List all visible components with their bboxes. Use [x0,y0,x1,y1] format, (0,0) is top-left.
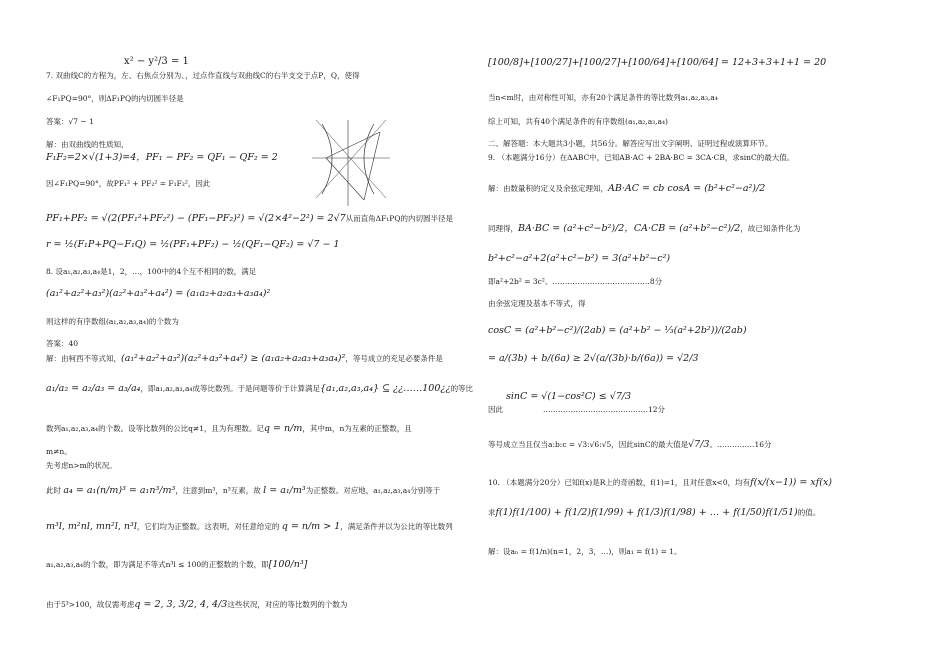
right-angle-eq: 因∠F₁PQ=90°，故PF₁² + PF₂² = F₁F₂²，因此 [46,179,211,188]
symmetry-case: 当n<m时，由对称性可知，亦有20个满足条件的等比数列a₁,a₂,a₃,a₄ [488,93,718,102]
a4-expression-line: 此时 a₄ = a₁(n/m)³ = a₁n³/m³，注意到m³，n³互素，故 l = a₁/m³为正整数。对应地，a₁,a₂,a₃,a₄分别等于 [46,485,441,496]
similar-dot-products-line: 同理得，BA·BC = (a²+c²−b²)/2，CA·CB = (a²+b²−c²)/2，故已知条件化为 [488,223,801,234]
cosC-inequality: = a/(3b) + b/(6a) ≥ 2√(a/(3b)·b/(6a)) = √2/3 [488,353,699,364]
section-2-heading: 二、解答题：本大题共3小题，共56分。解答应写出文字阐明、证明过程或演算环节。 [488,139,773,148]
ratio-definition-line: 数列a₁,a₂,a₃,a₄的个数。设等比数列的公比q≠1，且为有理数。记q = n/m，其中m，n为互素的正整数，且 [46,423,412,434]
case-n-greater-m: 先考虑n>m的状况。 [46,461,117,470]
condition-equation: b²+c²−a²+2(a²+c²−b²) = 3(a²+b²−c²) [488,253,671,264]
problem-8-answer: 答案：40 [46,339,79,348]
cosC-expression: cosC = (a²+b²−c²)/(2ab) = (a²+b² − ⅓(a²+2b²))/(2ab) [488,325,747,336]
problem-8-conclusion: 综上可知，共有40个满足条件的有序数组(a₁,a₂,a₃,a₄) [488,117,668,126]
cosine-law-intro: 由余弦定理及基本不等式，得 [488,299,586,308]
problem-8-statement: 8. 设a₁,a₂,a₃,a₄是1，2，…，100中的4个互不相同的数，满足 [46,267,257,276]
sinC-bound-label: 因此 ……………………………………12分 [488,405,666,414]
sinC-bound-line: sinC = √(1−cos²C) ≤ √7/3 [506,391,632,402]
inradius-eq: r = ½(F₁P+PQ−F₁Q) = ½(PF₁+PF₂) − ½(QF₁−QF₂) = √7 − 1 [46,239,340,250]
cauchy-inequality-line: 解：由柯西不等式知，(a₁²+a₂²+a₃²)(a₂²+a₃²+a₄²) ≥ (a₁a₂+a₂a₃+a₃a₄)²，等号成立的充足必要条件是 [46,353,443,364]
dot-product-line: 解：由数量积的定义及余弦定理知，AB·AC = cb cosA = (b²+c²−a²)/2 [488,183,766,194]
sum-of-distances-eq: PF₁+PF₂ = √(2(PF₁²+PF₂²) − (PF₁−PF₂)²) = √(2×4²−2²) = 2√7从而直角ΔF₁PQ的内切圆半径是 [46,213,453,224]
hyperbola-figure [312,120,390,206]
hyperbola-equation: x² − y²/3 = 1 [124,56,189,67]
problem-10-sum-line: 求f(1)f(1/100) + f(1/2)f(1/99) + f(1/3)f(1/98) + … + f(1/50)f(1/51)的值。 [488,507,821,518]
geometric-condition-line: a₁/a₂ = a₂/a₃ = a₃/a₄，即a₁,a₂,a₃,a₄成等比数列。于是问题等价于计算满足{a₁,a₂,a₃,a₄} ⊆ ¿¿……100¿¿的等比 [46,383,474,394]
problem-10-statement: 10. （本题满分20分）已知f(x)是R上的奇函数，f(1)=1，且对任意x<0，均有f(x/(x−1)) = xf(x) [488,477,833,488]
equality-condition-line: 等号成立当且仅当a:b:c = √3:√6:√5，因此sinC的最大值是√7/3。……………16分 [488,439,772,450]
count-sum-eq: [100/8]+[100/27]+[100/27]+[100/64]+[100/64] = 12+3+3+1+1 = 20 [488,57,827,68]
problem-10-solution-start: 解：设aₙ = f(1/n)(n=1，2，3，…)，则a₁ = f(1) = 1。 [488,547,682,556]
cauchy-equation: (a₁²+a₂²+a₃²)(a₂²+a₃²+a₄²) = (a₁a₂+a₂a₃+a₃a₄)² [46,288,271,299]
problem-7-answer: 答案：√7 − 1 [46,117,94,126]
count-expression-line: a₁,a₂,a₃,a₄的个数，即为满足不等式n³l ≤ 100的正整数的个数，即[100/n³] [46,559,308,570]
terms-expression-line: m³l, m²nl, mn²l, n³l，它们均为正整数。这表明，对任意给定的 q = n/m > 1，满足条件并以为公比的等比数列 [46,521,453,532]
simplified-condition: 即a²+2b² = 3c²。…………………………………8分 [488,277,663,286]
coprime-note: m≠n。 [46,447,72,456]
problem-7-condition: ∠F₁PQ=90°，则ΔF₁PQ的内切圆半径是 [46,94,184,103]
focal-distance-eq: F₁F₂=2×√(1+3)=4，PF₁ − PF₂ = QF₁ − QF₂ = 2 [46,152,278,163]
problem-7-statement: 7. 双曲线C的方程为，左、右焦点分别为、，过点作直线与双曲线C的右半支交于点P，Q，使得 [46,71,360,80]
problem-8-question: 则这样的有序数组(a₁,a₂,a₃,a₄)的个数为 [46,317,179,326]
cases-line: 由于5³>100，故仅需考虑q = 2, 3, 3/2, 4, 4/3这些状况，对应的等比数列的个数为 [46,599,348,610]
problem-9-statement: 9. （本题满分16分）在ΔABC中，已知AB·AC + 2BA·BC = 3CA·CB，求sinC的最大值。 [488,153,795,162]
solution-intro: 解：由双曲线的性质知， [46,140,129,149]
